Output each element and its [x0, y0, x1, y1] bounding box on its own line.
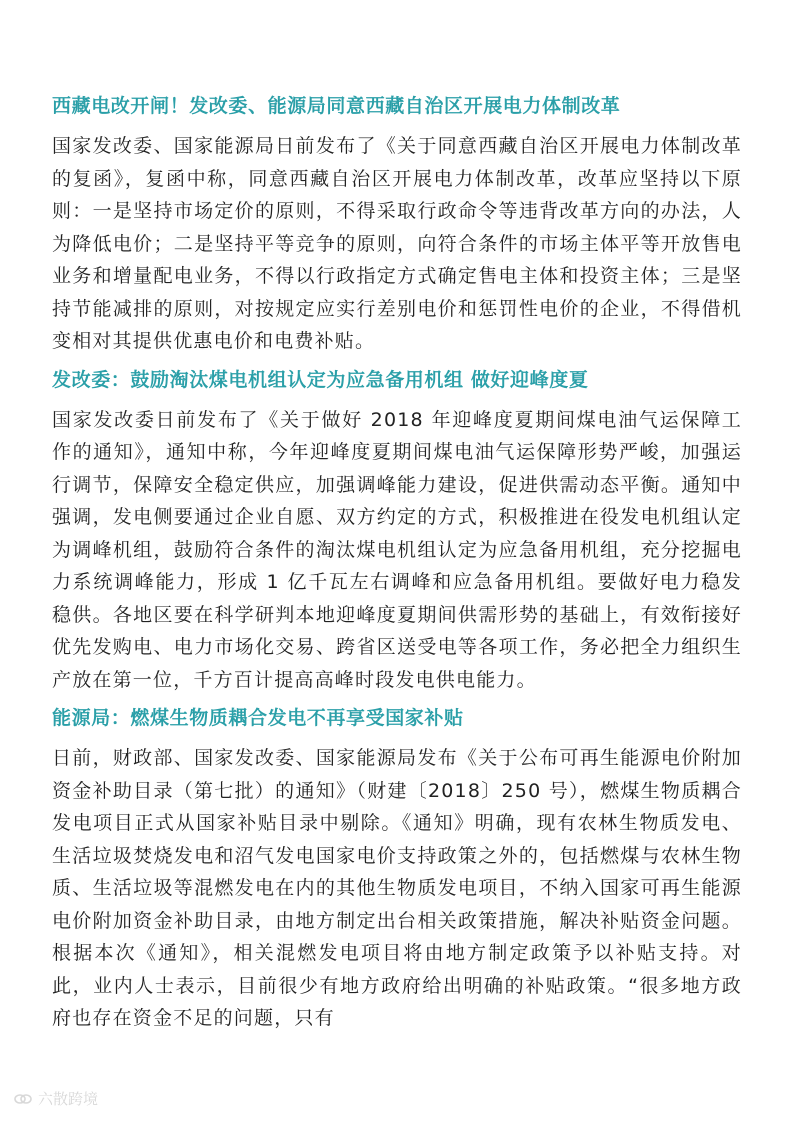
- section-heading: 西藏电改开闸！发改委、能源局同意西藏自治区开展电力体制改革: [52, 95, 621, 117]
- section-heading: 能源局：燃煤生物质耦合发电不再享受国家补贴: [52, 707, 464, 729]
- section-body: 国家发改委日前发布了《关于做好 2018 年迎峰度夏期间煤电油气运保障工作的通知》，通知中称，今年迎峰度夏期间煤电油气运保障形势严峻，加强运行调节，保障安全稳定供应，加强调峰能力建设，促进供需动态平衡。通知中强调，发电侧要通过企业自愿、双方约定的方式，积极推进在役发电机组认定为调峰机组，鼓励符合条件的淘汰煤电机组认定为应急备用机组，充分挖掘电力系统调峰能力，形成 1 亿千瓦左右调峰和应急备用机组。要做好电力稳发稳供。各地区要在科学研判本地迎峰度夏期间供需形势的基础上，有效衔接好优先发购电、电力市场化交易、跨省区送受电等各项工作，务必把全力组织生产放在第一位，千方百计提高高峰时段发电供电能力。: [52, 408, 742, 691]
- section-heading: 发改委：鼓励淘汰煤电机组认定为应急备用机组 做好迎峰度夏: [52, 368, 589, 391]
- watermark: [14, 1088, 98, 1109]
- news-section: [52, 364, 742, 697]
- section-body: 日前，财政部、国家发改委、国家能源局发布《关于公布可再生能源电价附加资金补助目录（第七批）的通知》（财建〔2018〕250 号），燃煤生物质耦合发电项目正式从国家补贴目录中剔除。《通知》明确，现有农林生物质发电、生活垃圾焚烧发电和沼气发电国家电价支持政策之外的，包括燃煤与农林生物质、生活垃圾等混燃发电在内的其他生物质发电项目，不纳入国家可再生能源电价附加资金补助目录，由地方制定出台相关政策措施，解决补贴资金问题。根据本次《通知》，相关混燃发电项目将由地方制定政策予以补贴支持。对此，业内人士表示，目前很少有地方政府给出明确的补贴政策。“很多地方政府也存在资金不足的问题，只有: [52, 747, 742, 1029]
- article-page: [52, 90, 742, 1041]
- news-section: [52, 702, 742, 1035]
- link-logo-icon: [14, 1092, 32, 1106]
- watermark-text: 六散跨境: [38, 1090, 99, 1108]
- section-body: 国家发改委、国家能源局日前发布了《关于同意西藏自治区开展电力体制改革的复函》，复函中称，同意西藏自治区开展电力体制改革，改革应坚持以下原则：一是坚持市场定价的原则，不得采取行政命令等违背改革方向的办法，人为降低电价；二是坚持平等竞争的原则，向符合条件的市场主体平等开放售电业务和增量配电业务，不得以行政指定方式确定售电主体和投资主体；三是坚持节能减排的原则，对按规定应实行差别电价和惩罚性电价的企业，不得借机变相对其提供优惠电价和电费补贴。: [52, 135, 742, 352]
- news-section: [52, 90, 742, 358]
